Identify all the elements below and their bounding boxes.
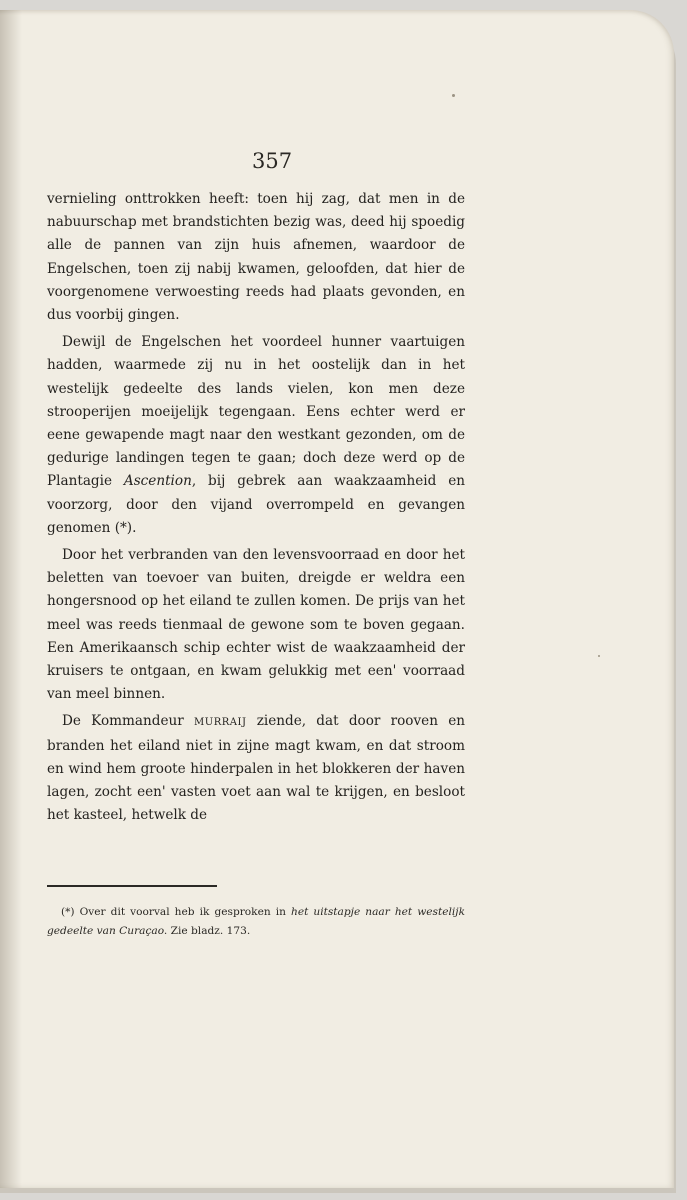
text-run: , bij gebrek aan waakzaamheid en voorzorg, door den vijand overrompeld en gevangen genomen (*). xyxy=(47,473,465,536)
text-run: Dewijl de Engelschen het voordeel hunner vaartuigen hadden, waarmede zij nu in het oostelijk dan in het westelijk gedeelte des lands vielen, kon men deze strooperijen moeijelijk tegengaan. Eens echter werd er eene gewapende magt naar den westkant gezonden, om de gedurige landingen tegen te gaan; doch deze werd op de Plantagie xyxy=(47,334,465,490)
text-run: vernieling onttrokken heeft: toen hij zag, dat men in de nabuurschap met brandstichten bezig was, deed hij spoedig alle de pannen van zijn huis afnemen, waardoor de Engelschen, toen zij nabij kwamen, geloofden, dat hier de voorgenomene verwoesting reeds had plaats gevonden, en dus voorbij gingen. xyxy=(47,191,465,324)
text-run: Door het verbranden van den levensvoorraad en door het beletten van toevoer van buiten, dreigde er weldra een hongersnood op het eiland te zullen komen. De prijs van het meel was reeds tienmaal de gewone som te boven gegaan. Een Amerikaansch schip echter wist de waakzaamheid der kruisers te ontgaan, en kwam gelukkig met een' voorraad van meel binnen. xyxy=(47,547,465,703)
italic-text: Ascention xyxy=(123,473,192,490)
paragraph xyxy=(47,331,465,540)
page-number: 357 xyxy=(252,149,293,173)
name-smallcaps: MURRAIJ xyxy=(194,717,247,729)
binding-shadow xyxy=(0,10,22,1188)
paragraph xyxy=(47,188,465,327)
footnote-separator xyxy=(47,885,217,887)
paper-fleck xyxy=(452,94,455,97)
footnote xyxy=(47,903,465,941)
paper-fleck xyxy=(598,655,600,657)
body-text xyxy=(47,188,465,827)
text-run: (*) Over dit voorval heb ik gesproken in xyxy=(61,906,291,918)
paragraph xyxy=(47,544,465,706)
paragraph xyxy=(47,710,465,827)
text-run: De Kommandeur xyxy=(62,713,195,730)
text-run: ziende, dat door rooven en branden het eiland niet in zijne magt kwam, en dat stroom en wind hem groote hinderpalen in het blokkeren der haven lagen, zocht een' vasten voet aan wal te krijgen, en besloot het kasteel, hetwelk de xyxy=(47,713,466,824)
italic-text: het uitstapje naar het westelijk gedeelte van Curaçao. xyxy=(47,906,466,937)
text-run: Zie bladz. 173. xyxy=(167,925,251,937)
footnote-text xyxy=(47,903,465,941)
